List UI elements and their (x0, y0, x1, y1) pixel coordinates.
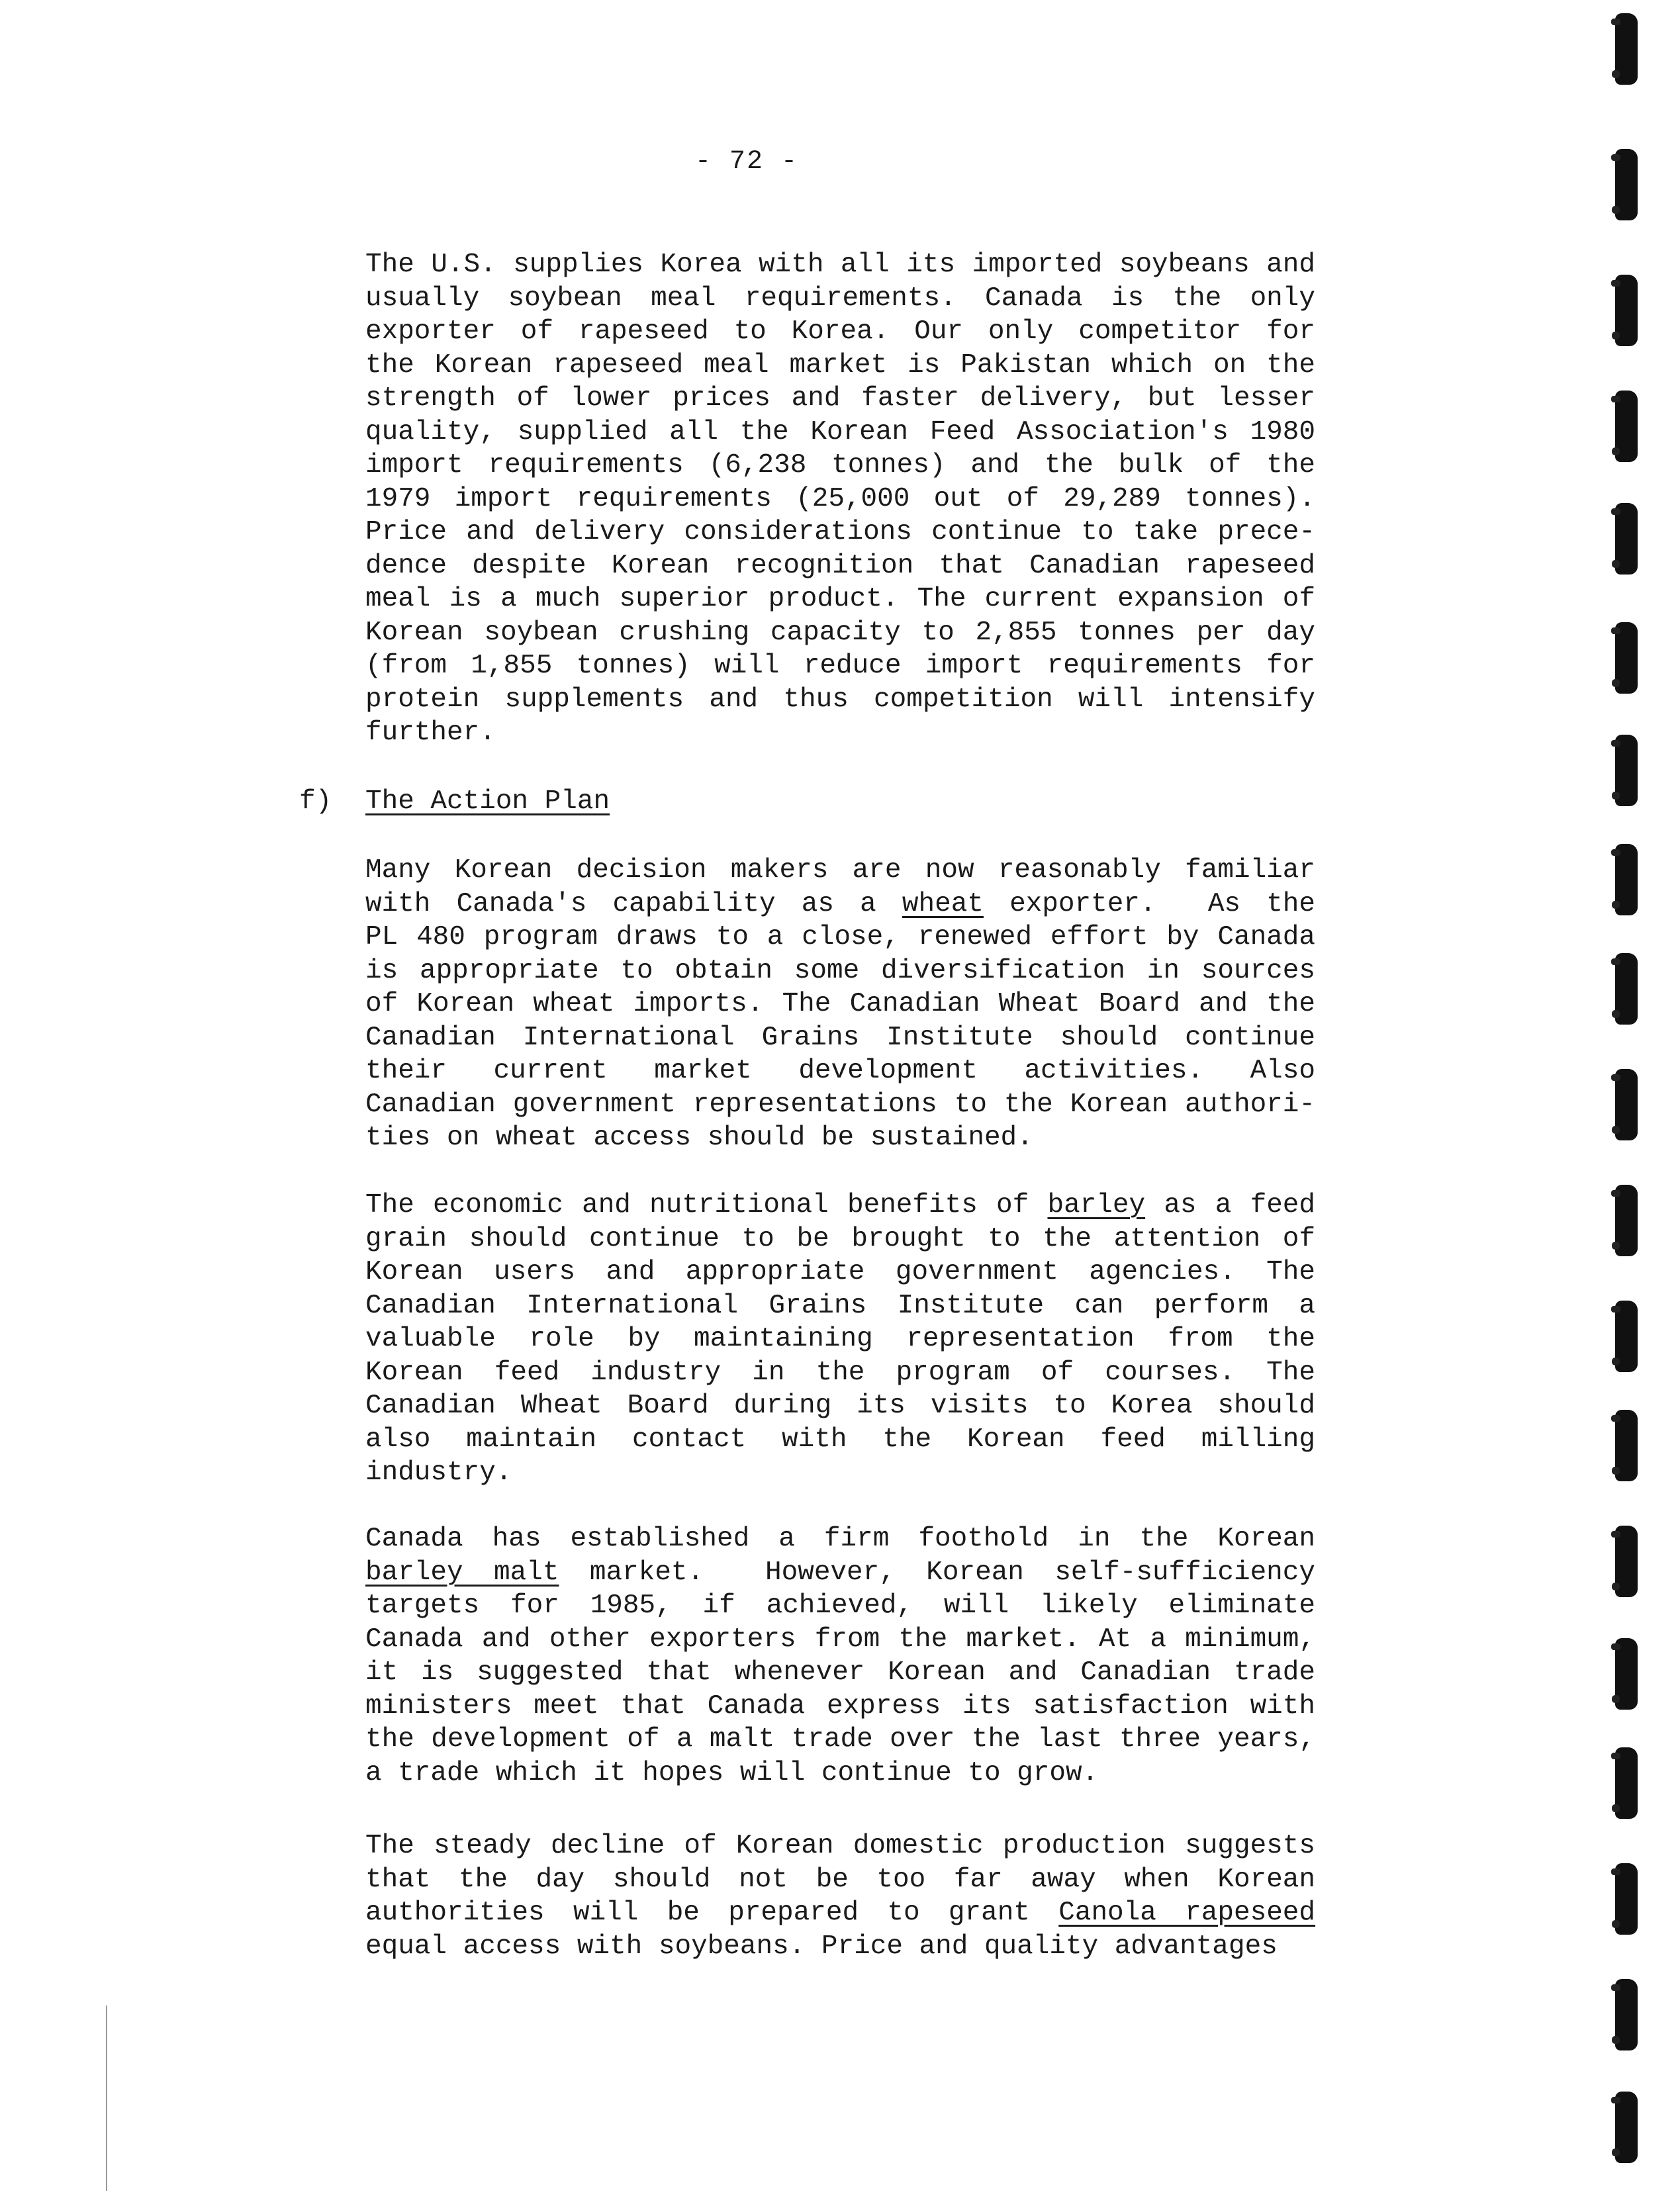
text-line: Korean feed industry in the program of courses. The (365, 1357, 1315, 1388)
text-run: exporter. As the (983, 888, 1316, 919)
binder-hole-mark (1615, 953, 1638, 1025)
text-line: Canadian International Grains Institute should continue (365, 1022, 1315, 1053)
binder-hole-mark (1615, 275, 1638, 346)
underlined-term-wheat: wheat (902, 888, 984, 919)
text-line: their current market development activities. Also (365, 1056, 1315, 1086)
text-line: is appropriate to obtain some diversification in sources (365, 955, 1315, 986)
page-number: - 72 - (695, 147, 799, 177)
text-line: a trade which it hopes will continue to grow. (365, 1757, 1099, 1788)
text-line: 1979 import requirements (25,000 out of 29,289 tonnes). (365, 483, 1315, 514)
underlined-term-barley-malt: barley malt (365, 1557, 559, 1588)
margin-scan-line (106, 2005, 107, 2191)
text-line: dence despite Korean recognition that Canadian rapeseed (365, 550, 1315, 581)
text-line: (from 1,855 tonnes) will reduce import requirements for (365, 651, 1315, 681)
text-line: Korean soybean crushing capacity to 2,855 tonnes per day (365, 617, 1315, 648)
text-line: grain should continue to be brought to the attention of (365, 1223, 1315, 1254)
text-line: quality, supplied all the Korean Feed Association's 1980 (365, 416, 1315, 447)
binder-hole-mark (1615, 1185, 1638, 1256)
text-line (365, 888, 1315, 921)
binder-hole-mark (1615, 1863, 1638, 1935)
text-line: industry. (365, 1457, 512, 1488)
text-line (365, 1556, 1315, 1590)
text-line: Many Korean decision makers are now reasonably familiar (365, 855, 1315, 886)
text-line: Canada has established a firm foothold in the Korean (365, 1524, 1315, 1554)
section-title: The Action Plan (365, 786, 610, 817)
canola-paragraph (365, 1829, 1315, 1963)
text-line (365, 1896, 1315, 1930)
binder-hole-mark (1615, 1301, 1638, 1372)
text-run: with Canada's capability as a (365, 888, 902, 919)
binder-hole-mark (1615, 1069, 1638, 1140)
text-line: strength of lower prices and faster delivery, but lesser (365, 383, 1315, 414)
text-run: as a feed (1145, 1190, 1316, 1221)
text-line: of Korean wheat imports. The Canadian Wheat Board and the (365, 989, 1315, 1019)
barley-paragraph (365, 1189, 1315, 1490)
text-line: Price and delivery considerations continue to take prece- (365, 517, 1315, 547)
text-line: import requirements (6,238 tonnes) and the bulk of the (365, 450, 1315, 481)
text-line: meal is a much superior product. The current expansion of (365, 584, 1315, 614)
text-line: Canada and other exporters from the market. At a minimum, (365, 1624, 1315, 1655)
binder-hole-mark (1615, 391, 1638, 462)
text-line: also maintain contact with the Korean feed milling (365, 1424, 1315, 1455)
intro-paragraph (365, 248, 1315, 750)
text-line: equal access with soybeans. Price and quality advantages (365, 1931, 1278, 1962)
text-line: The steady decline of Korean domestic production suggests (365, 1831, 1315, 1861)
binder-hole-mark (1615, 735, 1638, 806)
text-line: Korean users and appropriate government agencies. The (365, 1257, 1315, 1287)
text-line: usually soybean meal requirements. Canada is the only (365, 283, 1315, 314)
text-line: the Korean rapeseed meal market is Pakistan which on the (365, 349, 1315, 381)
text-line: the development of a malt trade over the last three years, (365, 1724, 1315, 1755)
text-run: authorities will be prepared to grant (365, 1898, 1059, 1928)
text-line: valuable role by maintaining representation from the (365, 1324, 1315, 1354)
text-line: Canadian government representations to the Korean authori- (365, 1089, 1315, 1120)
text-line: ties on wheat access should be sustained. (365, 1123, 1033, 1153)
text-line: targets for 1985, if achieved, will likely eliminate (365, 1590, 1315, 1621)
binder-hole-mark (1615, 2092, 1638, 2163)
binder-hole-mark (1615, 149, 1638, 220)
wheat-paragraph (365, 854, 1315, 1155)
text-run: market. However, Korean self-sufficiency (559, 1557, 1315, 1588)
text-line: Canadian Wheat Board during its visits to Korea should (365, 1391, 1315, 1421)
binder-hole-mark (1615, 844, 1638, 915)
text-line (365, 1189, 1315, 1222)
binder-hole-mark (1615, 1979, 1638, 2051)
section-label: f) (299, 786, 332, 817)
binder-hole-mark (1615, 622, 1638, 694)
text-run: The economic and nutritional benefits of (365, 1190, 1048, 1221)
malt-paragraph (365, 1522, 1315, 1790)
text-line: The U.S. supplies Korea with all its imported soybeans and (365, 250, 1315, 280)
binder-hole-mark (1615, 1747, 1638, 1819)
binder-hole-mark (1615, 13, 1638, 85)
text-line: it is suggested that whenever Korean and Canadian trade (365, 1657, 1315, 1688)
binder-hole-mark (1615, 503, 1638, 575)
text-line: Canadian International Grains Institute can perform a (365, 1290, 1315, 1321)
underlined-term-barley: barley (1047, 1190, 1146, 1221)
text-line: PL 480 program draws to a close, renewed effort by Canada (365, 922, 1315, 952)
text-line: that the day should not be too far away when Korean (365, 1864, 1315, 1895)
text-line: further. (365, 717, 496, 748)
binder-hole-mark (1615, 1526, 1638, 1597)
text-line: protein supplements and thus competition will intensify (365, 684, 1315, 715)
text-line: ministers meet that Canada express its satisfaction with (365, 1690, 1315, 1722)
underlined-term-canola-rapeseed: Canola rapeseed (1058, 1898, 1316, 1928)
binder-hole-mark (1615, 1410, 1638, 1481)
text-line: exporter of rapeseed to Korea. Our only competitor for (365, 316, 1315, 347)
binder-hole-mark (1615, 1638, 1638, 1710)
